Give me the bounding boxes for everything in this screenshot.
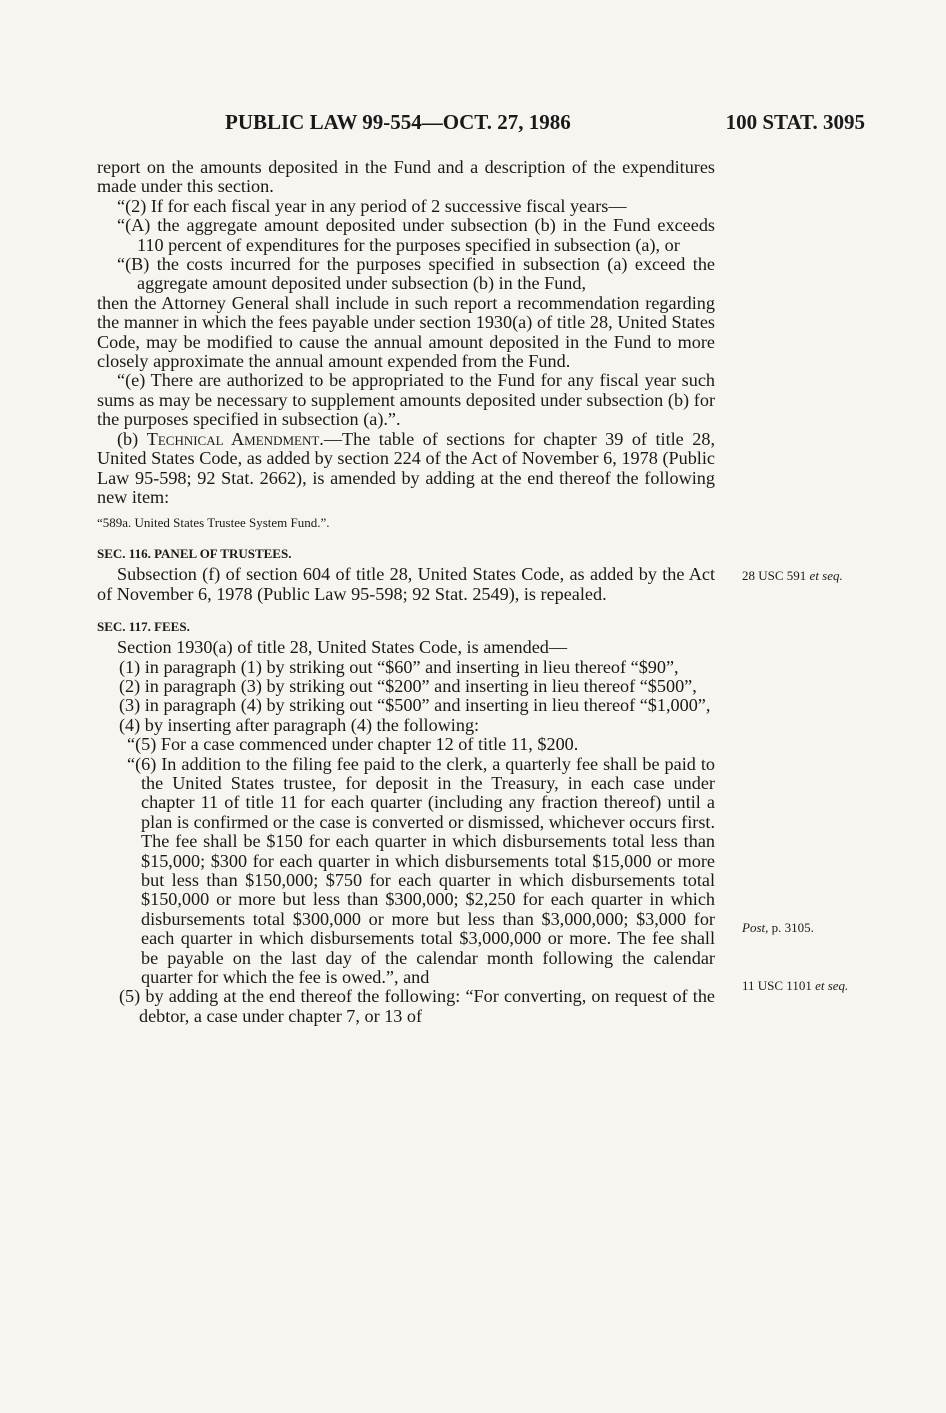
amendment-item: (2) in paragraph (3) by striking out “$200” and inserting in lieu thereof “$500”, xyxy=(119,675,697,696)
margin-note-28-usc: 28 USC 591 et seq. xyxy=(742,568,843,583)
statute-page-number: 100 STAT. 3095 xyxy=(725,110,865,134)
paragraph: Subsection (f) of section 604 of title 28, United States Code, as added by the Act of November 6, 1978 (Public Law 95-598; 92 Stat. 2549), is repealed. xyxy=(97,564,715,604)
section-heading: SEC. 116. PANEL OF TRUSTEES. xyxy=(97,546,292,562)
table-item: “589a. United States Trustee System Fund.”. xyxy=(97,515,330,531)
subsection-label: (b) xyxy=(117,428,147,449)
amendment-item: (5) by adding at the end thereof the following: “For converting, on request of the debtor, a case under chapter 7, or 13 of xyxy=(119,986,715,1026)
subsection-b-technical-amendment xyxy=(97,430,715,508)
inserted-paragraph-6: “(6) In addition to the filing fee paid to the clerk, a quarterly fee shall be paid to the United States trustee, for deposit in the Treasury, in each case under chapter 11 of title 11 for each quarter (including any fraction thereof) until a plan is confirmed or the case is converted or dismissed, whichever occurs first. The fee shall be $150 for each quarter in which disbursements total less than $15,000; $300 for each quarter in which disbursements total $15,000 or more but less than $150,000; $750 for each quarter in which disbursements total $150,000 or more but less than $300,000; $2,250 for each quarter in which disbursements total $300,000 or more but less than $3,000,000; $3,000 for each quarter in which disbursements total $3,000,000 or more. The fee shall be payable on the last day of the calendar month following the calendar quarter for which the fee is owed.”, and xyxy=(127,753,715,988)
paragraph: then the Attorney General shall include in such report a recommendation regarding the manner in which the fees payable under section 1930(a) of title 28, United States Code, may be modified to cause the annual amount deposited in the Fund to more closely approximate the annual amount expended from the Fund. xyxy=(97,292,715,372)
page-header xyxy=(225,110,865,140)
law-text xyxy=(97,158,715,1026)
subsection-text: .—The table of sections for chapter 39 of title 28, United States Code, as added by section 224 of the Act of November 6, 1978 (Public Law 95-598; 92 Stat. 2662), is amended by adding at the end thereof the following new item: xyxy=(97,428,715,507)
page-title: PUBLIC LAW 99-554—OCT. 27, 1986 xyxy=(225,110,571,134)
subsection-heading: Technical Amendment xyxy=(146,428,320,449)
subsection-e: “(e) There are authorized to be appropriated to the Fund for any fiscal year such sums as may be necessary to supplement amounts deposited under subsection (b) for the purposes specified in subsection (a).”. xyxy=(97,370,715,430)
inserted-paragraph-5: “(5) For a case commenced under chapter 12 of title 11, $200. xyxy=(127,734,579,755)
amendment-item: (1) in paragraph (1) by striking out “$60” and inserting in lieu thereof “$90”, xyxy=(119,656,679,677)
amendment-item: (4) by inserting after paragraph (4) the following: xyxy=(119,714,480,735)
subparagraph-a: “(A) the aggregate amount deposited under subsection (b) in the Fund exceeds 110 percent of expenditures for the purposes specified in subsection (a), or xyxy=(117,215,715,255)
amendment-item: (3) in paragraph (4) by striking out “$500” and inserting in lieu thereof “$1,000”, xyxy=(119,695,711,716)
margin-note-post: Post, p. 3105. xyxy=(742,920,814,935)
paragraph: report on the amounts deposited in the Fund and a description of the expenditures made under this section. xyxy=(97,157,715,197)
subparagraph-b: “(B) the costs incurred for the purposes specified in subsection (a) exceed the aggregate amount deposited under subsection (b) in the Fund, xyxy=(117,254,715,294)
section-heading: SEC. 117. FEES. xyxy=(97,619,190,635)
paragraph: Section 1930(a) of title 28, United States Code, is amended— xyxy=(117,637,568,658)
margin-note-11-usc: 11 USC 1101 et seq. xyxy=(742,978,849,993)
paragraph: “(2) If for each fiscal year in any period of 2 successive fiscal years— xyxy=(117,195,627,216)
